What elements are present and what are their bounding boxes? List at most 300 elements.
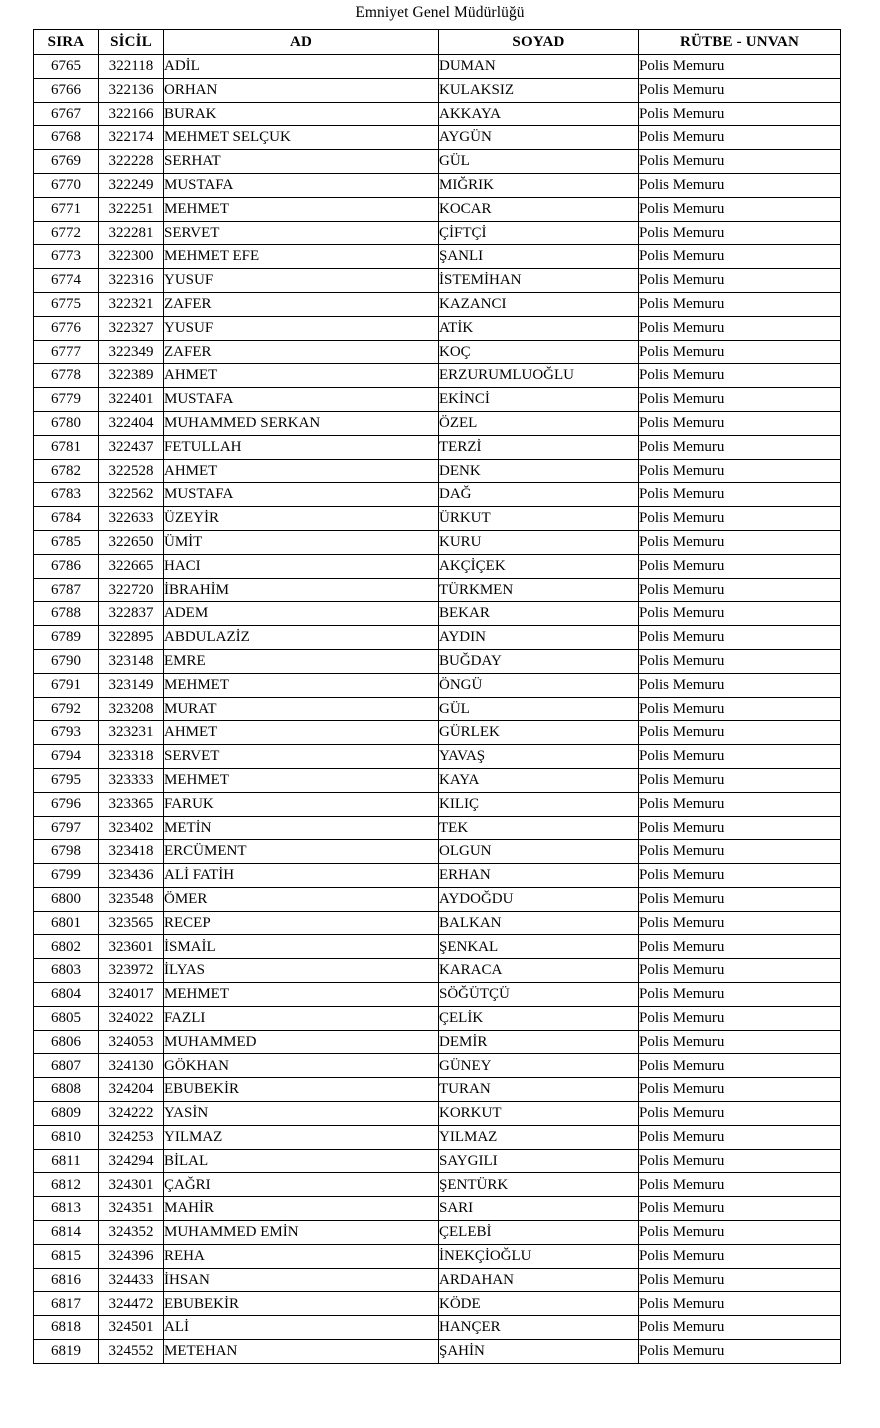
- cell-ad: ADEM: [164, 602, 439, 626]
- table-row: [34, 935, 841, 959]
- cell-soyad: SARI: [439, 1197, 639, 1221]
- cell-sicil: 324472: [99, 1292, 164, 1316]
- cell-soyad: ÇELEBİ: [439, 1221, 639, 1245]
- cell-ad: RECEP: [164, 911, 439, 935]
- cell-ad: MUSTAFA: [164, 388, 439, 412]
- cell-sira: 6795: [34, 768, 99, 792]
- cell-rutbe: Polis Memuru: [639, 1102, 841, 1126]
- cell-soyad: ŞAHİN: [439, 1340, 639, 1364]
- cell-rutbe: Polis Memuru: [639, 483, 841, 507]
- cell-rutbe: Polis Memuru: [639, 911, 841, 935]
- table-row: [34, 507, 841, 531]
- cell-rutbe: Polis Memuru: [639, 602, 841, 626]
- cell-ad: MUHAMMED: [164, 1030, 439, 1054]
- cell-sira: 6777: [34, 340, 99, 364]
- cell-sicil: 322720: [99, 578, 164, 602]
- cell-rutbe: Polis Memuru: [639, 1340, 841, 1364]
- cell-sicil: 322633: [99, 507, 164, 531]
- cell-ad: ORHAN: [164, 78, 439, 102]
- cell-ad: MEHMET: [164, 983, 439, 1007]
- cell-sira: 6813: [34, 1197, 99, 1221]
- cell-soyad: BUĞDAY: [439, 649, 639, 673]
- cell-soyad: YILMAZ: [439, 1125, 639, 1149]
- cell-ad: MAHİR: [164, 1197, 439, 1221]
- cell-rutbe: Polis Memuru: [639, 1173, 841, 1197]
- cell-sira: 6797: [34, 816, 99, 840]
- table-row: [34, 1149, 841, 1173]
- table-row: [34, 1340, 841, 1364]
- cell-ad: FARUK: [164, 792, 439, 816]
- cell-sicil: 322895: [99, 626, 164, 650]
- cell-sicil: 324253: [99, 1125, 164, 1149]
- cell-ad: YUSUF: [164, 316, 439, 340]
- cell-sira: 6812: [34, 1173, 99, 1197]
- cell-soyad: ÜRKUT: [439, 507, 639, 531]
- table-row: [34, 221, 841, 245]
- column-header-rutbe: RÜTBE - UNVAN: [639, 30, 841, 55]
- table-row: [34, 435, 841, 459]
- cell-rutbe: Polis Memuru: [639, 102, 841, 126]
- cell-soyad: DEMİR: [439, 1030, 639, 1054]
- cell-sicil: 322349: [99, 340, 164, 364]
- cell-sira: 6798: [34, 840, 99, 864]
- cell-ad: ÖMER: [164, 887, 439, 911]
- cell-sira: 6789: [34, 626, 99, 650]
- cell-sicil: 322228: [99, 150, 164, 174]
- cell-sira: 6802: [34, 935, 99, 959]
- cell-ad: SERVET: [164, 745, 439, 769]
- cell-soyad: GÜL: [439, 697, 639, 721]
- cell-sira: 6787: [34, 578, 99, 602]
- cell-ad: SERVET: [164, 221, 439, 245]
- cell-soyad: TERZİ: [439, 435, 639, 459]
- cell-ad: AHMET: [164, 459, 439, 483]
- cell-soyad: DENK: [439, 459, 639, 483]
- cell-rutbe: Polis Memuru: [639, 792, 841, 816]
- cell-rutbe: Polis Memuru: [639, 245, 841, 269]
- cell-soyad: ERHAN: [439, 864, 639, 888]
- table-row: [34, 411, 841, 435]
- cell-ad: İHSAN: [164, 1268, 439, 1292]
- table-row: [34, 911, 841, 935]
- table-row: [34, 792, 841, 816]
- cell-sira: 6790: [34, 649, 99, 673]
- cell-soyad: KOCAR: [439, 197, 639, 221]
- cell-rutbe: Polis Memuru: [639, 126, 841, 150]
- cell-sira: 6805: [34, 1006, 99, 1030]
- cell-ad: ZAFER: [164, 292, 439, 316]
- table-body: [34, 55, 841, 1364]
- table-row: [34, 768, 841, 792]
- cell-soyad: KAYA: [439, 768, 639, 792]
- cell-ad: SERHAT: [164, 150, 439, 174]
- cell-ad: İLYAS: [164, 959, 439, 983]
- cell-sira: 6765: [34, 55, 99, 79]
- cell-rutbe: Polis Memuru: [639, 316, 841, 340]
- table-row: [34, 697, 841, 721]
- cell-rutbe: Polis Memuru: [639, 983, 841, 1007]
- cell-sira: 6769: [34, 150, 99, 174]
- cell-sicil: 323565: [99, 911, 164, 935]
- table-row: [34, 102, 841, 126]
- cell-sira: 6816: [34, 1268, 99, 1292]
- cell-rutbe: Polis Memuru: [639, 649, 841, 673]
- cell-sicil: 323436: [99, 864, 164, 888]
- cell-sicil: 322136: [99, 78, 164, 102]
- cell-sira: 6774: [34, 269, 99, 293]
- table-row: [34, 269, 841, 293]
- cell-sicil: 323365: [99, 792, 164, 816]
- cell-soyad: TÜRKMEN: [439, 578, 639, 602]
- cell-soyad: AYDOĞDU: [439, 887, 639, 911]
- personnel-roster-table: [33, 29, 841, 1364]
- cell-sira: 6768: [34, 126, 99, 150]
- cell-ad: YILMAZ: [164, 1125, 439, 1149]
- cell-sira: 6773: [34, 245, 99, 269]
- cell-rutbe: Polis Memuru: [639, 721, 841, 745]
- cell-sicil: 323148: [99, 649, 164, 673]
- cell-sira: 6800: [34, 887, 99, 911]
- cell-sira: 6801: [34, 911, 99, 935]
- cell-rutbe: Polis Memuru: [639, 1292, 841, 1316]
- cell-soyad: AKKAYA: [439, 102, 639, 126]
- cell-sira: 6780: [34, 411, 99, 435]
- cell-soyad: ERZURUMLUOĞLU: [439, 364, 639, 388]
- cell-sira: 6815: [34, 1244, 99, 1268]
- cell-sicil: 323601: [99, 935, 164, 959]
- cell-ad: MUSTAFA: [164, 483, 439, 507]
- cell-rutbe: Polis Memuru: [639, 864, 841, 888]
- table-row: [34, 1268, 841, 1292]
- cell-ad: YASİN: [164, 1102, 439, 1126]
- table-row: [34, 1102, 841, 1126]
- cell-ad: ABDULAZİZ: [164, 626, 439, 650]
- cell-soyad: KILIÇ: [439, 792, 639, 816]
- cell-rutbe: Polis Memuru: [639, 388, 841, 412]
- cell-sira: 6779: [34, 388, 99, 412]
- cell-soyad: TURAN: [439, 1078, 639, 1102]
- table-row: [34, 173, 841, 197]
- cell-soyad: DAĞ: [439, 483, 639, 507]
- cell-ad: FETULLAH: [164, 435, 439, 459]
- cell-rutbe: Polis Memuru: [639, 626, 841, 650]
- table-row: [34, 388, 841, 412]
- cell-ad: BİLAL: [164, 1149, 439, 1173]
- cell-ad: EBUBEKİR: [164, 1078, 439, 1102]
- table-row: [34, 459, 841, 483]
- cell-rutbe: Polis Memuru: [639, 1125, 841, 1149]
- cell-sira: 6807: [34, 1054, 99, 1078]
- table-row: [34, 1244, 841, 1268]
- cell-soyad: ATİK: [439, 316, 639, 340]
- cell-sira: 6788: [34, 602, 99, 626]
- table-row: [34, 673, 841, 697]
- cell-rutbe: Polis Memuru: [639, 959, 841, 983]
- cell-soyad: BALKAN: [439, 911, 639, 935]
- cell-ad: FAZLI: [164, 1006, 439, 1030]
- cell-sicil: 322327: [99, 316, 164, 340]
- cell-sira: 6770: [34, 173, 99, 197]
- cell-ad: AHMET: [164, 364, 439, 388]
- cell-sicil: 323402: [99, 816, 164, 840]
- cell-rutbe: Polis Memuru: [639, 1149, 841, 1173]
- cell-sicil: 322316: [99, 269, 164, 293]
- cell-rutbe: Polis Memuru: [639, 55, 841, 79]
- table-row: [34, 959, 841, 983]
- cell-sicil: 322650: [99, 530, 164, 554]
- cell-sira: 6803: [34, 959, 99, 983]
- table-row: [34, 340, 841, 364]
- cell-sicil: 324352: [99, 1221, 164, 1245]
- cell-rutbe: Polis Memuru: [639, 1221, 841, 1245]
- table-row: [34, 602, 841, 626]
- cell-ad: MEHMET: [164, 197, 439, 221]
- cell-ad: EMRE: [164, 649, 439, 673]
- cell-sira: 6792: [34, 697, 99, 721]
- cell-sicil: 323418: [99, 840, 164, 864]
- table-row: [34, 364, 841, 388]
- cell-ad: METEHAN: [164, 1340, 439, 1364]
- table-row: [34, 1173, 841, 1197]
- column-header-sicil: SİCİL: [99, 30, 164, 55]
- cell-rutbe: Polis Memuru: [639, 340, 841, 364]
- cell-rutbe: Polis Memuru: [639, 150, 841, 174]
- cell-ad: GÖKHAN: [164, 1054, 439, 1078]
- cell-ad: EBUBEKİR: [164, 1292, 439, 1316]
- cell-sira: 6799: [34, 864, 99, 888]
- cell-rutbe: Polis Memuru: [639, 1054, 841, 1078]
- cell-sicil: 324017: [99, 983, 164, 1007]
- cell-sicil: 322562: [99, 483, 164, 507]
- cell-soyad: ÖZEL: [439, 411, 639, 435]
- cell-ad: ZAFER: [164, 340, 439, 364]
- cell-rutbe: Polis Memuru: [639, 840, 841, 864]
- cell-ad: ÇAĞRI: [164, 1173, 439, 1197]
- table-row: [34, 126, 841, 150]
- cell-sicil: 323548: [99, 887, 164, 911]
- cell-rutbe: Polis Memuru: [639, 554, 841, 578]
- cell-rutbe: Polis Memuru: [639, 935, 841, 959]
- cell-sicil: 322249: [99, 173, 164, 197]
- table-row: [34, 55, 841, 79]
- cell-sira: 6810: [34, 1125, 99, 1149]
- cell-rutbe: Polis Memuru: [639, 1078, 841, 1102]
- cell-soyad: İNEKÇİOĞLU: [439, 1244, 639, 1268]
- cell-soyad: ŞANLI: [439, 245, 639, 269]
- cell-sira: 6796: [34, 792, 99, 816]
- cell-rutbe: Polis Memuru: [639, 292, 841, 316]
- cell-soyad: ŞENKAL: [439, 935, 639, 959]
- cell-rutbe: Polis Memuru: [639, 530, 841, 554]
- cell-ad: BURAK: [164, 102, 439, 126]
- cell-soyad: GÜRLEK: [439, 721, 639, 745]
- cell-sira: 6808: [34, 1078, 99, 1102]
- cell-soyad: İSTEMİHAN: [439, 269, 639, 293]
- cell-ad: İBRAHİM: [164, 578, 439, 602]
- cell-ad: MUSTAFA: [164, 173, 439, 197]
- cell-soyad: AYGÜN: [439, 126, 639, 150]
- cell-rutbe: Polis Memuru: [639, 697, 841, 721]
- table-row: [34, 197, 841, 221]
- cell-ad: MURAT: [164, 697, 439, 721]
- cell-rutbe: Polis Memuru: [639, 364, 841, 388]
- cell-sicil: 324433: [99, 1268, 164, 1292]
- cell-soyad: ÖNGÜ: [439, 673, 639, 697]
- cell-ad: YUSUF: [164, 269, 439, 293]
- table-row: [34, 530, 841, 554]
- table-header: [34, 30, 841, 55]
- table-row: [34, 649, 841, 673]
- cell-sicil: 322321: [99, 292, 164, 316]
- cell-rutbe: Polis Memuru: [639, 768, 841, 792]
- cell-ad: MEHMET: [164, 673, 439, 697]
- cell-ad: MEHMET EFE: [164, 245, 439, 269]
- table-row: [34, 292, 841, 316]
- cell-rutbe: Polis Memuru: [639, 197, 841, 221]
- cell-ad: ALİ: [164, 1316, 439, 1340]
- cell-soyad: KOÇ: [439, 340, 639, 364]
- table-row: [34, 78, 841, 102]
- cell-rutbe: Polis Memuru: [639, 1316, 841, 1340]
- cell-sicil: 324396: [99, 1244, 164, 1268]
- table-row: [34, 983, 841, 1007]
- cell-sicil: 322389: [99, 364, 164, 388]
- roster-table-container: [33, 29, 840, 1364]
- cell-soyad: AKÇİÇEK: [439, 554, 639, 578]
- cell-ad: REHA: [164, 1244, 439, 1268]
- table-row: [34, 1197, 841, 1221]
- table-row: [34, 840, 841, 864]
- cell-sicil: 322300: [99, 245, 164, 269]
- cell-rutbe: Polis Memuru: [639, 887, 841, 911]
- cell-soyad: KARACA: [439, 959, 639, 983]
- table-header-row: [34, 30, 841, 55]
- cell-sira: 6806: [34, 1030, 99, 1054]
- cell-sicil: 323333: [99, 768, 164, 792]
- cell-sicil: 322174: [99, 126, 164, 150]
- table-row: [34, 578, 841, 602]
- cell-sicil: 322437: [99, 435, 164, 459]
- cell-soyad: BEKAR: [439, 602, 639, 626]
- cell-sira: 6814: [34, 1221, 99, 1245]
- cell-rutbe: Polis Memuru: [639, 1006, 841, 1030]
- cell-sicil: 322404: [99, 411, 164, 435]
- cell-rutbe: Polis Memuru: [639, 578, 841, 602]
- cell-soyad: KORKUT: [439, 1102, 639, 1126]
- cell-sira: 6782: [34, 459, 99, 483]
- cell-rutbe: Polis Memuru: [639, 435, 841, 459]
- cell-sira: 6785: [34, 530, 99, 554]
- cell-soyad: SÖĞÜTÇÜ: [439, 983, 639, 1007]
- cell-soyad: MIĞRIK: [439, 173, 639, 197]
- table-row: [34, 626, 841, 650]
- cell-sicil: 324204: [99, 1078, 164, 1102]
- cell-sicil: 322166: [99, 102, 164, 126]
- cell-rutbe: Polis Memuru: [639, 1197, 841, 1221]
- cell-sicil: 324351: [99, 1197, 164, 1221]
- cell-sira: 6778: [34, 364, 99, 388]
- cell-ad: ÜZEYİR: [164, 507, 439, 531]
- cell-sicil: 322251: [99, 197, 164, 221]
- cell-sira: 6811: [34, 1149, 99, 1173]
- cell-soyad: KÖDE: [439, 1292, 639, 1316]
- cell-ad: MEHMET SELÇUK: [164, 126, 439, 150]
- cell-soyad: TEK: [439, 816, 639, 840]
- table-row: [34, 1316, 841, 1340]
- cell-sicil: 322665: [99, 554, 164, 578]
- cell-ad: ERCÜMENT: [164, 840, 439, 864]
- cell-sicil: 323231: [99, 721, 164, 745]
- column-header-sira: SIRA: [34, 30, 99, 55]
- cell-sicil: 323318: [99, 745, 164, 769]
- table-row: [34, 1221, 841, 1245]
- cell-sicil: 324301: [99, 1173, 164, 1197]
- cell-soyad: KAZANCI: [439, 292, 639, 316]
- cell-rutbe: Polis Memuru: [639, 1030, 841, 1054]
- cell-soyad: GÜL: [439, 150, 639, 174]
- table-row: [34, 245, 841, 269]
- table-row: [34, 887, 841, 911]
- table-row: [34, 721, 841, 745]
- cell-sira: 6794: [34, 745, 99, 769]
- cell-soyad: EKİNCİ: [439, 388, 639, 412]
- cell-sira: 6804: [34, 983, 99, 1007]
- table-row: [34, 1006, 841, 1030]
- cell-sira: 6776: [34, 316, 99, 340]
- cell-soyad: ŞENTÜRK: [439, 1173, 639, 1197]
- cell-sicil: 322281: [99, 221, 164, 245]
- cell-sicil: 324294: [99, 1149, 164, 1173]
- cell-ad: ÜMİT: [164, 530, 439, 554]
- cell-sicil: 324053: [99, 1030, 164, 1054]
- cell-sira: 6783: [34, 483, 99, 507]
- table-row: [34, 1078, 841, 1102]
- table-row: [34, 1054, 841, 1078]
- cell-soyad: GÜNEY: [439, 1054, 639, 1078]
- cell-sira: 6809: [34, 1102, 99, 1126]
- table-row: [34, 1292, 841, 1316]
- cell-ad: HACI: [164, 554, 439, 578]
- cell-ad: ADİL: [164, 55, 439, 79]
- cell-sicil: 324552: [99, 1340, 164, 1364]
- cell-rutbe: Polis Memuru: [639, 507, 841, 531]
- table-row: [34, 483, 841, 507]
- cell-sira: 6772: [34, 221, 99, 245]
- table-row: [34, 1030, 841, 1054]
- cell-rutbe: Polis Memuru: [639, 411, 841, 435]
- cell-rutbe: Polis Memuru: [639, 1268, 841, 1292]
- table-row: [34, 150, 841, 174]
- cell-sira: 6781: [34, 435, 99, 459]
- cell-soyad: ARDAHAN: [439, 1268, 639, 1292]
- cell-sira: 6817: [34, 1292, 99, 1316]
- column-header-ad: AD: [164, 30, 439, 55]
- cell-ad: MUHAMMED SERKAN: [164, 411, 439, 435]
- cell-ad: AHMET: [164, 721, 439, 745]
- cell-rutbe: Polis Memuru: [639, 1244, 841, 1268]
- cell-sicil: 322401: [99, 388, 164, 412]
- cell-sira: 6819: [34, 1340, 99, 1364]
- cell-rutbe: Polis Memuru: [639, 78, 841, 102]
- cell-sira: 6793: [34, 721, 99, 745]
- cell-sicil: 324022: [99, 1006, 164, 1030]
- cell-ad: METİN: [164, 816, 439, 840]
- cell-soyad: AYDIN: [439, 626, 639, 650]
- cell-sicil: 323972: [99, 959, 164, 983]
- cell-sicil: 323149: [99, 673, 164, 697]
- cell-sira: 6775: [34, 292, 99, 316]
- cell-soyad: YAVAŞ: [439, 745, 639, 769]
